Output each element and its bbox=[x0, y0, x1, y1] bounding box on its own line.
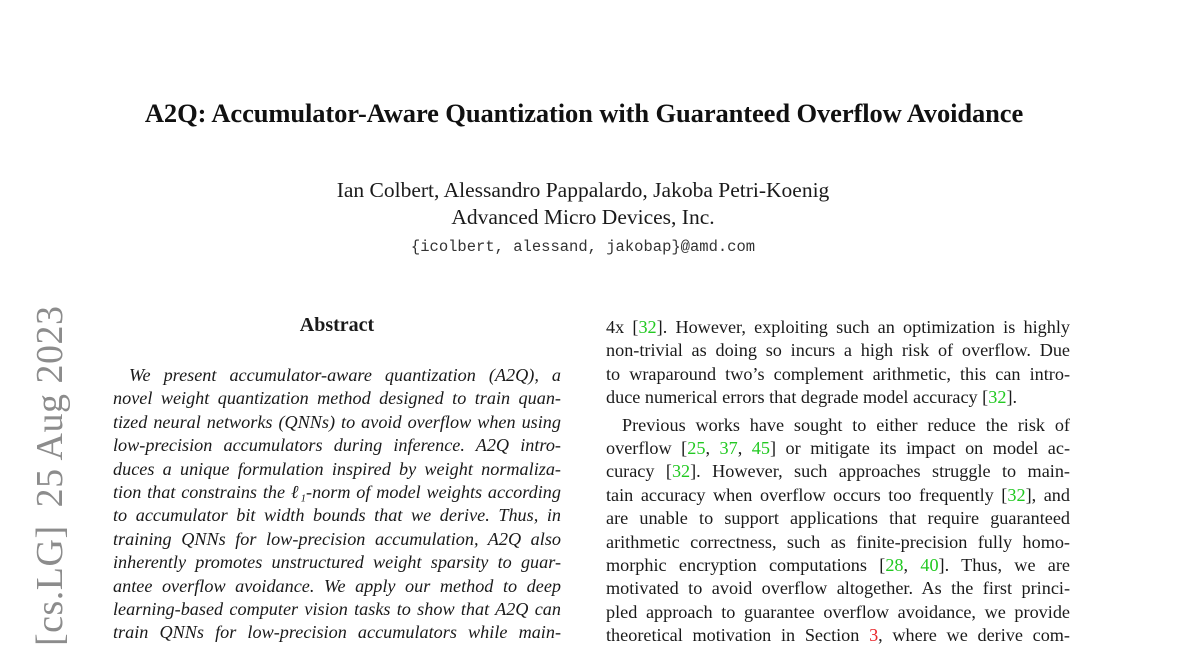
body-line: overflow [25, 37, 45] or mitigate its impact on model ac- bbox=[606, 437, 1070, 458]
body-line: Previous works have sought to either reduce the risk of bbox=[622, 414, 1070, 435]
paragraph-2 bbox=[606, 414, 1070, 648]
body-line: to wraparound two’s complement arithmetic, this can intro- bbox=[606, 363, 1070, 384]
abstract-line: low-precision accumulators during inference. A2Q intro- bbox=[113, 435, 561, 456]
arxiv-stamp bbox=[28, 306, 72, 646]
abstract-line: tized neural networks (QNNs) to avoid overflow when using bbox=[113, 411, 561, 432]
citation-link[interactable]: 45 bbox=[751, 437, 770, 458]
paragraph-1 bbox=[606, 316, 1070, 410]
author-list: Ian Colbert, Alessandro Pappalardo, Jakoba Petri-Koenig bbox=[336, 178, 830, 202]
abstract-line: inherently promotes unstructured weight sparsity to guar- bbox=[113, 552, 561, 573]
body-line: morphic encryption computations [28, 40]. Thus, we are bbox=[606, 554, 1071, 575]
abstract-line: training QNNs for low-precision accumulation, A2Q also bbox=[113, 528, 561, 549]
citation-link[interactable]: 40 bbox=[920, 554, 939, 575]
body-line: 4x [32]. However, exploiting such an optimization is highly bbox=[606, 317, 1070, 337]
citation-link[interactable]: 25 bbox=[687, 437, 706, 458]
abstract-body bbox=[113, 364, 561, 645]
abstract-line: novel weight quantization method designed to train quan- bbox=[113, 388, 561, 409]
arxiv-category: [cs.LG] bbox=[29, 525, 71, 646]
affiliation: Advanced Micro Devices, Inc. bbox=[451, 205, 715, 229]
citation-link[interactable]: 32 bbox=[671, 461, 691, 482]
abstract-line: train QNNs for low-precision accumulators while main- bbox=[113, 622, 561, 643]
abstract-line: antee overflow avoidance. We apply our method to deep bbox=[113, 575, 561, 596]
intro-body bbox=[606, 316, 1070, 647]
body-line: theoretical motivation in Section 3, where we derive com- bbox=[606, 625, 1070, 646]
body-line: non-trivial as doing so incurs a high risk of overflow. Due bbox=[606, 340, 1070, 361]
section-link[interactable]: 3 bbox=[869, 625, 879, 646]
abstract-heading: Abstract bbox=[299, 314, 375, 336]
arxiv-date: 25 Aug 2023 bbox=[29, 305, 71, 508]
citation-link[interactable]: 32 bbox=[1007, 484, 1026, 505]
body-line: motivated to avoid overflow altogether. As the first princi- bbox=[606, 578, 1070, 599]
abstract-line: duces a unique formulation inspired by weight normaliza- bbox=[113, 458, 561, 479]
paper-title: A2Q: Accumulator-Aware Quantization with Guaranteed Overflow Avoidance bbox=[144, 98, 1024, 128]
abstract-line: tion that constrains the ℓ₁-norm of model weights according bbox=[113, 481, 561, 502]
abstract-line: learning-based computer vision tasks to show that A2Q can bbox=[113, 598, 561, 619]
body-line: tain accuracy when overflow occurs too frequently [32], and bbox=[606, 484, 1070, 505]
citation-link[interactable]: 32 bbox=[638, 317, 657, 337]
body-line: are unable to support applications that require guaranteed bbox=[606, 508, 1070, 529]
body-line: curacy [32]. However, such approaches struggle to main- bbox=[606, 461, 1070, 482]
body-line: duce numerical errors that degrade model accuracy [32]. bbox=[606, 387, 1018, 408]
abstract-line: to accumulator bit width bounds that we derive. Thus, in bbox=[113, 505, 561, 526]
abstract-line: We present accumulator-aware quantization (A2Q), a bbox=[129, 365, 561, 385]
citation-link[interactable]: 37 bbox=[719, 437, 738, 458]
citation-link[interactable]: 28 bbox=[885, 554, 904, 575]
body-line: arithmetic correctness, such as finite-precision fully homo- bbox=[606, 531, 1070, 552]
citation-link[interactable]: 32 bbox=[988, 387, 1007, 408]
body-line: pled approach to guarantee overflow avoidance, we provide bbox=[606, 601, 1070, 622]
author-emails: {icolbert, alessand, jakobap}@amd.com bbox=[410, 238, 756, 256]
